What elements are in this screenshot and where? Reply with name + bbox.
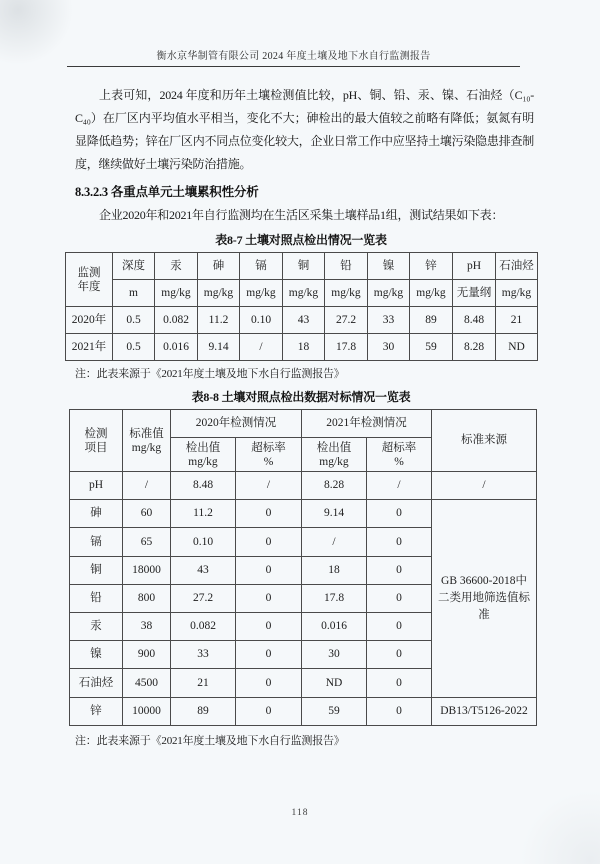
table-header-cell: 铅 (325, 253, 368, 280)
table-cell: 43 (283, 307, 325, 334)
table-cell: ND (302, 669, 367, 697)
table-header-cell: 2020年检测情况 (171, 410, 302, 438)
table-cell: 0.016 (155, 334, 198, 361)
table-cell: 0 (236, 556, 302, 584)
table-cell: 0 (367, 669, 432, 697)
table-cell: 0 (236, 669, 302, 697)
table-unit-cell: mg/kg (155, 280, 198, 307)
table-header-cell: 检出值 mg/kg (171, 438, 236, 472)
table-cell: 铅 (70, 584, 123, 612)
table-header-cell: 锌 (410, 253, 453, 280)
table-cell: / (432, 472, 537, 500)
table-row-2021 (66, 334, 538, 361)
section-heading: 8.3.2.3 各重点单元土壤累积性分析 (75, 185, 259, 199)
table-unit-cell: mg/kg (325, 280, 368, 307)
table-cell: 9.14 (198, 334, 240, 361)
table-cell: / (236, 472, 302, 500)
table-cell: 0.10 (171, 528, 236, 556)
table-row-arsenic (70, 500, 537, 528)
table-header-cell: 标准值 mg/kg (123, 410, 171, 472)
table-cell: 0 (236, 612, 302, 640)
table-cell: 0 (367, 556, 432, 584)
table-cell: 0 (236, 697, 302, 725)
table-row-zinc (70, 697, 537, 725)
table-cell: 2021年 (66, 334, 113, 361)
table-unit-cell: mg/kg (368, 280, 410, 307)
table-units-row (66, 280, 538, 307)
table-cell: 27.2 (171, 584, 236, 612)
table-unit-cell: m (113, 280, 155, 307)
table-cell: 2020年 (66, 307, 113, 334)
table-cell: 铜 (70, 556, 123, 584)
page-content (65, 84, 537, 749)
page-header-title: 衡水京华制管有限公司 2024 年度土壤及地下水自行监测报告 (67, 47, 520, 67)
table-cell: 8.28 (302, 472, 367, 500)
table-cell: 89 (410, 307, 453, 334)
table-cell: 21 (496, 307, 538, 334)
analysis-paragraph: 上表可知，2024 年度和历年土壤检测值比较，pH、铜、铅、汞、镍、石油烃（C₁₀-C₄₀）在厂区内平均值水平相当，变化不大；砷检出的最大值较之前略有降低；氨氮有明显降低趋势；锌在厂区内不同点位变化较大，企业日常工作中应坚持土壤污染隐患排查制度，继续做好土壤污染防治措施。 (75, 88, 534, 171)
table-8-8-note: 注：此表来源于《2021年度土壤及地下水自行监测报告》 (75, 734, 345, 747)
table-cell: pH (70, 472, 123, 500)
table-unit-cell: mg/kg (198, 280, 240, 307)
table-header-cell: 检测 项目 (70, 410, 123, 472)
table-cell: 59 (410, 334, 453, 361)
table-cell: 0.082 (155, 307, 198, 334)
table-cell: 18000 (123, 556, 171, 584)
table-header-cell: 深度 (113, 253, 155, 280)
table-header-cell: 铜 (283, 253, 325, 280)
table-cell: 0 (367, 584, 432, 612)
table-header-row (66, 253, 538, 280)
table-header-cell: 砷 (198, 253, 240, 280)
table-cell: ND (496, 334, 538, 361)
table-cell: 镉 (70, 528, 123, 556)
table-cell: 11.2 (198, 307, 240, 334)
page-number: 118 (291, 808, 309, 818)
table-header-cell: 镍 (368, 253, 410, 280)
table-cell: 65 (123, 528, 171, 556)
table-cell: 0 (367, 641, 432, 669)
table-cell: 0 (367, 612, 432, 640)
table-cell: 60 (123, 500, 171, 528)
table-8-7-caption: 表8-7 土壤对照点检出情况一览表 (215, 233, 387, 247)
table-unit-cell: mg/kg (240, 280, 283, 307)
table-header-cell: 2021年检测情况 (302, 410, 432, 438)
table-cell: / (367, 472, 432, 500)
table-unit-cell: mg/kg (496, 280, 538, 307)
table-cell: 0 (236, 528, 302, 556)
table-header-cell: pH (453, 253, 496, 280)
table-cell: 0 (367, 500, 432, 528)
table-merged-source-cell: GB 36600-2018中二类用地筛选值标准 (432, 500, 537, 697)
table-row-ph (70, 472, 537, 500)
table-cell: 0.016 (302, 612, 367, 640)
table-cell: 27.2 (325, 307, 368, 334)
table-8-7 (65, 252, 538, 361)
table-cell: 800 (123, 584, 171, 612)
table-header-cell: 石油烃 (496, 253, 538, 280)
table-cell: 4500 (123, 669, 171, 697)
table-cell: 33 (368, 307, 410, 334)
table-cell: 43 (171, 556, 236, 584)
table-header-cell: 镉 (240, 253, 283, 280)
table-cell: 21 (171, 669, 236, 697)
intro-paragraph: 企业2020年和2021年自行监测均在生活区采集土壤样品1组，测试结果如下表： (99, 208, 504, 222)
table-cell: 砷 (70, 500, 123, 528)
table-row-2020 (66, 307, 538, 334)
table-header-cell: 检出值 mg/kg (302, 438, 367, 472)
table-cell: 0 (236, 641, 302, 669)
table-cell: 0.5 (113, 307, 155, 334)
table-cell: 9.14 (302, 500, 367, 528)
table-cell: 0 (236, 500, 302, 528)
table-8-8-caption: 表8-8 土壤对照点检出数据对标情况一览表 (191, 390, 411, 404)
table-cell: 33 (171, 641, 236, 669)
table-cell: 0.5 (113, 334, 155, 361)
table-cell: 17.8 (302, 584, 367, 612)
table-cell: 30 (302, 641, 367, 669)
table-cell: 30 (368, 334, 410, 361)
table-cell: 38 (123, 612, 171, 640)
table-cell: / (302, 528, 367, 556)
table-cell: 59 (302, 697, 367, 725)
table-cell: 10000 (123, 697, 171, 725)
table-cell: 900 (123, 641, 171, 669)
table-cell: 8.48 (453, 307, 496, 334)
table-header-cell: 超标率 % (236, 438, 302, 472)
table-cell: 镍 (70, 641, 123, 669)
table-cell: 0 (236, 584, 302, 612)
table-cell: 汞 (70, 612, 123, 640)
table-unit-cell: mg/kg (410, 280, 453, 307)
table-cell: 0 (367, 697, 432, 725)
table-cell: 18 (302, 556, 367, 584)
table-cell: 石油烃 (70, 669, 123, 697)
table-header-cell: 汞 (155, 253, 198, 280)
table-cell: / (240, 334, 283, 361)
table-8-7-note: 注：此表来源于《2021年度土壤及地下水自行监测报告》 (75, 368, 345, 380)
table-cell: 0 (367, 528, 432, 556)
table-header-cell: 监测 年度 (66, 253, 113, 307)
table-cell: 0.10 (240, 307, 283, 334)
table-cell: 18 (283, 334, 325, 361)
table-cell: / (123, 472, 171, 500)
table-unit-cell: 无量纲 (453, 280, 496, 307)
table-cell: 锌 (70, 697, 123, 725)
table-cell: 8.48 (171, 472, 236, 500)
table-8-8 (69, 409, 537, 726)
table-cell: 89 (171, 697, 236, 725)
table-header-cell: 标准来源 (432, 410, 537, 472)
table-header-cell: 超标率 % (367, 438, 432, 472)
table-unit-cell: mg/kg (283, 280, 325, 307)
table-cell: 11.2 (171, 500, 236, 528)
table-cell: 0.082 (171, 612, 236, 640)
table-header-row (70, 410, 537, 438)
table-cell: 17.8 (325, 334, 368, 361)
table-cell: 8.28 (453, 334, 496, 361)
table-cell: DB13/T5126-2022 (432, 697, 537, 725)
